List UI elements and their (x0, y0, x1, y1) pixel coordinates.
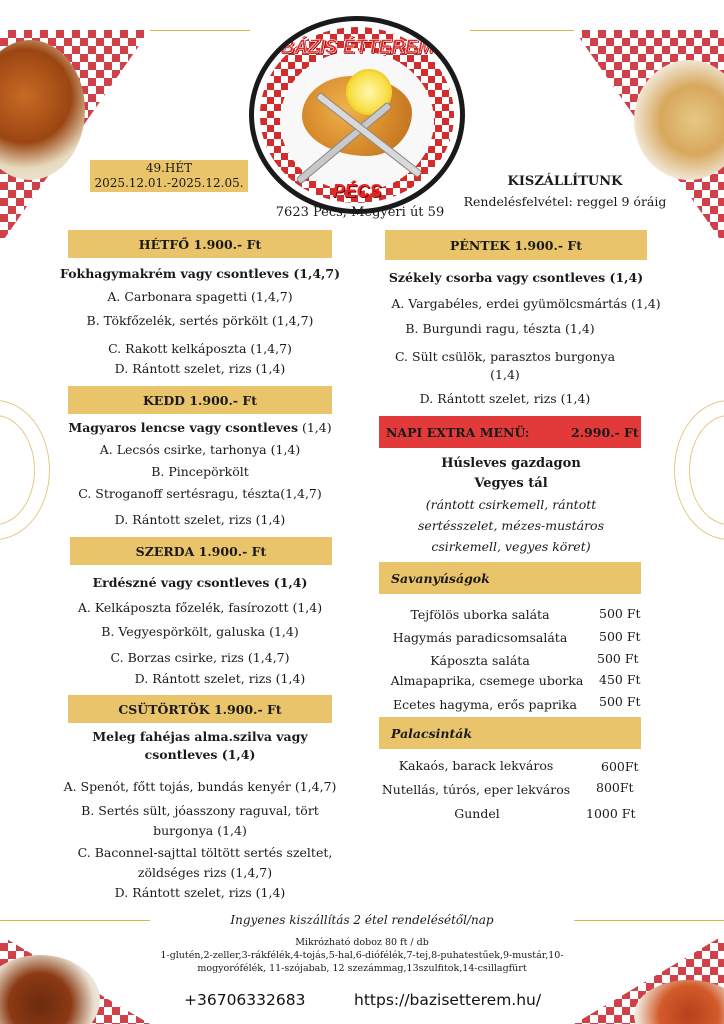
extra-menu-label: NAPI EXTRA MENÜ: (386, 424, 530, 440)
gold-divider (574, 920, 724, 921)
pancake-price: 800Ft (596, 780, 634, 795)
menu-item: A. Kelkáposzta főzelék, fasírozott (1,4) (77, 600, 323, 615)
address: 7623 Pécs, Megyeri út 59 (275, 205, 445, 220)
pancakes-header: Palacsinták (379, 717, 641, 749)
menu-item: A. Spenót, főtt tojás, bundás kenyér (1,4,7) (63, 779, 337, 794)
pickle-name: Ecetes hagyma, erős paprika (393, 697, 577, 712)
pickle-price: 500 Ft (597, 651, 639, 666)
pancake-name: Kakaós, barack lekváros (398, 758, 554, 773)
gold-divider (470, 30, 574, 31)
extra-line2: Vegyes tál (474, 476, 548, 491)
gold-divider (0, 920, 150, 921)
menu-item: C. Stroganoff sertésragu, tészta(1,4,7) (78, 486, 322, 501)
allergen-list: 1-glutén,2-zeller,3-rákfélék,4-tojás,5-hal,6-diófélék,7-tej,8-puhatestűek,9-mustár,10-mogyorófélék, 11-szójabab, 12 szezámmag,13szulfitok,14-csillagfürt (160, 950, 564, 974)
soup-monday: Fokhagymakrém vagy csontleves (1,4,7) (60, 266, 340, 281)
day-header-friday: PÉNTEK 1.900.- Ft (385, 230, 647, 260)
menu-item: A. Carbonara spagetti (1,4,7) (107, 289, 293, 304)
day-header-monday: HÉTFŐ 1.900.- Ft (68, 230, 332, 258)
menu-item: A. Lecsós csirke, tarhonya (1,4) (99, 442, 301, 457)
pickles-header: Savanyúságok (379, 562, 641, 594)
menu-item: D. Rántott szelet, rizs (1,4) (114, 512, 286, 527)
menu-item: C. Borzas csirke, rizs (1,4,7) (110, 650, 290, 665)
logo-city: PÉCS (332, 181, 382, 201)
logo-name: BÁZIS ÉTTEREM (280, 37, 434, 58)
menu-item: B. Burgundi ragu, tészta (1,4) (405, 321, 595, 336)
soup-friday: Székely csorba vagy csontleves (1,4) (388, 270, 644, 285)
pickle-price: 450 Ft (599, 672, 641, 687)
week-range: 2025.12.01.-2025.12.05. (94, 176, 244, 190)
delivery-hours: Rendelésfelvétel: reggel 9 óráig (463, 194, 667, 209)
day-header-tuesday: KEDD 1.900.- Ft (68, 386, 332, 414)
food-photo-bottom-left (0, 955, 100, 1024)
soup-tuesday: Magyaros lencse vagy csontleves (1,4) (68, 420, 332, 435)
menu-item: B. Sertés sült, jóasszony raguval, tört burgonya (1,4) (81, 803, 319, 838)
pancake-name: Nutellás, túrós, eper lekváros (381, 782, 571, 797)
pancake-price: 600Ft (601, 759, 639, 774)
pickle-name: Káposzta saláta (430, 653, 530, 668)
delivery-title: KISZÁLLÍTUNK (507, 174, 623, 189)
menu-item: B. Tökfőzelék, sertés pörkölt (1,4,7) (86, 313, 314, 328)
menu-item: D. Rántott szelet, rizs (1,4) (114, 361, 286, 376)
pickle-name: Almapaprika, csemege uborka (390, 673, 584, 688)
pancake-price: 1000 Ft (586, 806, 636, 821)
pickle-name: Hagymás paradicsomsaláta (392, 630, 568, 645)
menu-item: C. Sült csülök, parasztos burgonya (1,4) (394, 349, 616, 382)
pancake-name: Gundel (454, 806, 500, 821)
menu-item: D. Rántott szelet, rizs (1,4) (114, 885, 286, 900)
soup-thursday: Meleg fahéjas alma.szilva vagy csontleves (1,4) (92, 729, 308, 762)
extra-line1: Húsleves gazdagon (441, 456, 581, 471)
day-header-wednesday: SZERDA 1.900.- Ft (70, 537, 332, 565)
gold-divider (150, 30, 250, 31)
pickle-price: 500 Ft (599, 629, 641, 644)
pickle-name: Tejfölös uborka saláta (410, 607, 550, 622)
extra-menu-price: 2.990.- Ft (571, 424, 639, 440)
pickle-price: 500 Ft (599, 606, 641, 621)
menu-item: C. Rakott kelkáposzta (1,4,7) (108, 341, 292, 356)
menu-item: B. Vegyespörkölt, galuska (1,4) (101, 624, 299, 639)
menu-item: A. Vargabéles, erdei gyümölcsmártás (1,4) (391, 296, 661, 311)
menu-item: D. Rántott szelet, rizs (1,4) (134, 671, 306, 686)
menu-item: B. Pincepörkölt (151, 464, 249, 479)
phone-number[interactable]: +36706332683 (184, 991, 306, 1009)
restaurant-logo (249, 16, 465, 214)
soup-wednesday: Erdészné vagy csontleves (1,4) (92, 575, 308, 590)
extra-menu-bar (379, 416, 641, 448)
box-price-note: Mikrózható doboz 80 ft / db (295, 937, 429, 948)
free-delivery-note: Ingyenes kiszállítás 2 étel rendelésétől/nap (230, 913, 494, 927)
website-link[interactable]: https://bazisetterem.hu/ (354, 991, 542, 1009)
day-header-thursday: CSÜTÖRTÖK 1.900.- Ft (68, 695, 332, 723)
menu-item: C. Baconnel-sajttal töltött sertés szeltet, zöldséges rizs (1,4,7) (77, 845, 333, 880)
extra-description: (rántott csirkemell, rántott sertésszelet, mézes-mustáros csirkemell, vegyes köret) (418, 497, 604, 554)
week-label: 49.HÉT (145, 161, 193, 175)
pickle-price: 500 Ft (599, 694, 641, 709)
menu-item: D. Rántott szelet, rizs (1,4) (419, 391, 591, 406)
